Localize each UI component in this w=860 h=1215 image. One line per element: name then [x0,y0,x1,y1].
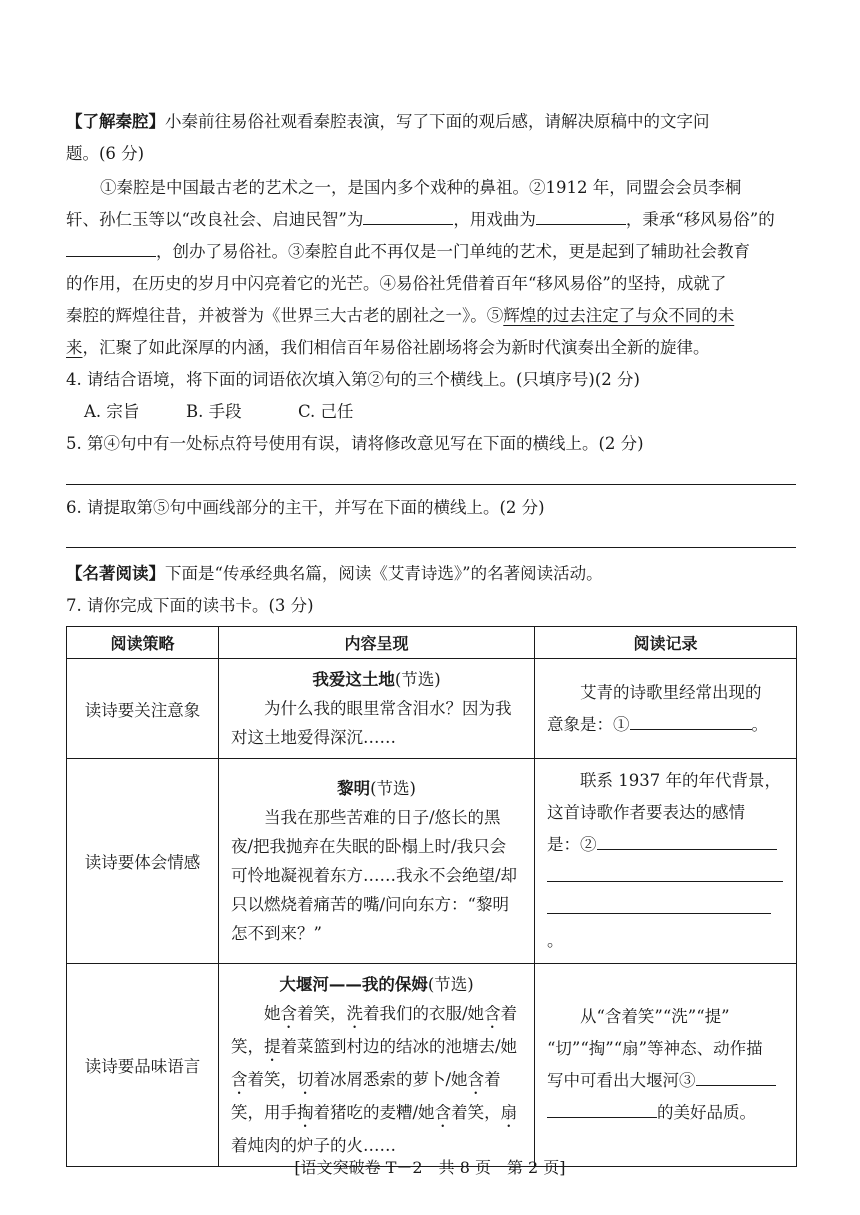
header-content: 内容呈现 [219,627,535,659]
passage-line-5: 秦腔的辉煌往昔，并被誉为《世界三大古老的剧社之一》。⑤辉煌的过去注定了与众不同的未 [66,306,735,325]
section-intro-line-1: 【了解秦腔】小秦前往易俗社观看秦腔表演，写了下面的观后感，请解决原稿中的文字问 [66,112,710,131]
fill-blank-2[interactable] [536,208,626,225]
header-record: 阅读记录 [535,627,797,659]
question-4-stem: 4. 请结合语境，将下面的词语依次填入第②句的三个横线上。(只填序号)(2 分) [66,370,640,389]
underlined-phrase: 辉煌的过去注定了与众不同的未 [503,306,735,325]
answer-blank-2[interactable] [597,833,777,850]
answer-blank-3-line-2[interactable] [547,1101,657,1118]
header-strategy: 阅读策略 [67,627,219,659]
strategy-cell: 读诗要品味语言 [67,964,219,1167]
strategy-cell: 读诗要关注意象 [67,659,219,759]
fill-blank-1[interactable] [363,208,453,225]
table-row [67,759,797,964]
content-cell [219,759,535,964]
poem-text: 当我在那些苦难的日子/悠长的黑夜/把我抛弃在失眠的卧榻上时/我只会可怜地凝视着东方……我永不会绝望/却只以燃烧着痛苦的嘴/问向东方：“黎明怎不到来？” [231,808,518,943]
question-5-stem: 5. 第④句中有一处标点符号使用有误，请将修改意见写在下面的横线上。(2 分) [66,434,644,453]
reading-card-table [66,626,797,1167]
table-row [67,659,797,759]
poem-text: 她含着笑，洗着我们的衣服/她含着笑，提着菜篮到村边的结冰的池塘去/她含着笑，切着冰屑悉索的萝卜/她含着笑，用手掏着猪吃的麦糟/她含着笑，扇着炖肉的炉子的火…… [231,1004,518,1155]
option-b: B. 手段 [186,402,242,421]
strategy-cell: 读诗要体会情感 [67,759,219,964]
option-c: C. 己任 [298,402,354,421]
record-cell: 艾青的诗歌里经常出现的 意象是：① 。 [535,659,797,759]
passage-line-4: 的作用，在历史的岁月中闪亮着它的光芒。④易俗社凭借着百年“移风易俗”的坚持，成就了 [66,274,727,293]
passage-line-6: 来，汇聚了如此深厚的内涵，我们相信百年易俗社剧场将会为新时代演奏出全新的旋律。 [66,338,710,357]
answer-line-q6[interactable] [66,547,796,548]
poem-text: 为什么我的眼里常含泪水？因为我对这土地爱得深沉…… [231,699,512,747]
answer-blank-2-line-2[interactable] [547,865,783,882]
option-a: A. 宗旨 [84,402,140,421]
table-header-row [67,627,797,659]
question-4-options [66,400,816,424]
passage-line-1: ①秦腔是中国最古老的艺术之一，是国内多个戏种的鼻祖。②1912 年，同盟会会员李桐 [100,178,742,197]
answer-line-q5[interactable] [66,484,796,485]
passage-line-2: 轩、孙仁玉等以“改良社会、启迪民智”为 ，用戏曲为 ，秉承“移风易俗”的 [66,210,775,229]
section-tag-mingzhu: 【名著阅读】 [66,564,165,583]
section-tag-qinqiang: 【了解秦腔】 [66,112,165,131]
fill-blank-3[interactable] [66,240,156,257]
question-6-stem: 6. 请提取第⑤句中画线部分的主干，并写在下面的横线上。(2 分) [66,498,545,517]
poem-title: 大堰河——我的保姆(节选) [279,975,474,994]
poem-title: 黎明(节选) [337,779,416,798]
content-cell [219,659,535,759]
poem-title: 我爱这土地(节选) [312,670,441,689]
page-footer: [语文突破卷 T－2 共 8 页 第 2 页] [294,1158,566,1177]
answer-blank-3[interactable] [696,1069,776,1086]
answer-blank-2-line-3[interactable] [547,897,771,914]
content-cell [219,964,535,1167]
question-7-stem: 7. 请你完成下面的读书卡。(3 分) [66,596,314,615]
section-intro-line-2: 题。(6 分) [66,144,145,163]
answer-blank-1[interactable] [630,713,752,730]
table-row [67,964,797,1167]
section-intro-mingzhu: 【名著阅读】下面是“传承经典名篇，阅读《艾青诗选》”的名著阅读活动。 [66,564,603,583]
record-cell: 从“含着笑”“洗”“提” “切”“掏”“扇”等神态、动作描 写中可看出大堰河③ 的美好品质。 [535,964,797,1167]
passage-line-3: ，创办了易俗社。③秦腔自此不再仅是一门单纯的艺术，更是起到了辅助社会教育 [66,240,798,264]
record-cell: 联系 1937 年的年代背景， 这首诗歌作者要表达的感情 是：② 。 [535,759,797,964]
